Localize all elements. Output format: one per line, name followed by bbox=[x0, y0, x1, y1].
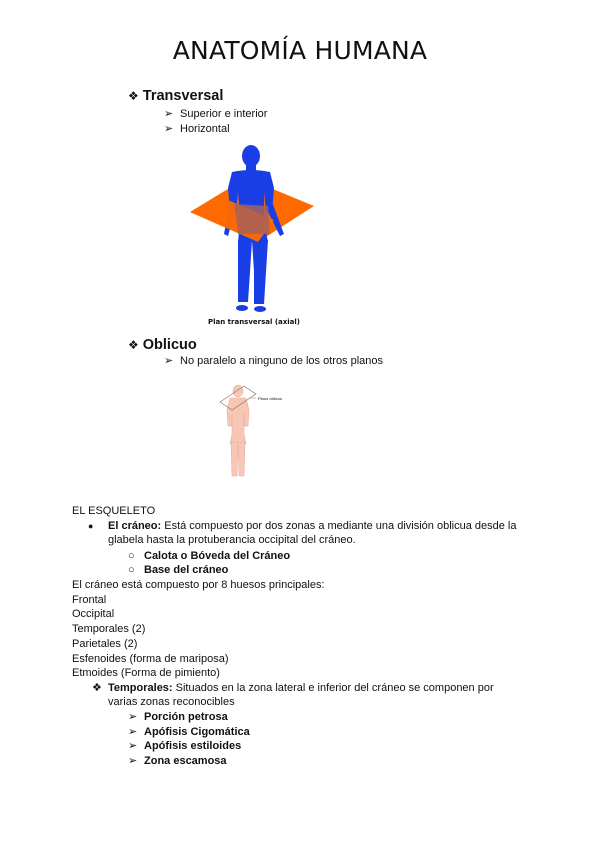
figure-caption: Plan transversal (axial) bbox=[208, 318, 300, 326]
list-item bbox=[128, 549, 290, 563]
craneo-bullet-item bbox=[88, 519, 516, 547]
bone-item: Frontal bbox=[72, 594, 107, 606]
list-item-text: Base del cráneo bbox=[144, 564, 229, 576]
bones-intro: El cráneo está compuesto por 8 huesos principales: bbox=[72, 579, 325, 591]
list-item-text: Apófisis Cigomática bbox=[144, 726, 250, 738]
oblicuo-heading-text: Oblicuo bbox=[142, 337, 197, 353]
bone-item: Temporales (2) bbox=[72, 623, 146, 635]
list-item-text: Calota o Bóveda del Cráneo bbox=[144, 550, 291, 562]
craneo-term: El cráneo: bbox=[108, 520, 162, 532]
craneo-text-line2: glabela hasta la protuberancia occipital del cráneo. bbox=[108, 534, 356, 546]
circle-bullet-icon: ○ bbox=[128, 564, 135, 576]
craneo-text-line1: Está compuesto por dos zonas a mediante una división oblicua desde la bbox=[161, 520, 517, 532]
temporales-bullet-item bbox=[92, 681, 494, 709]
list-item bbox=[128, 710, 228, 724]
arrow-bullet-icon: ➢ bbox=[164, 108, 174, 120]
section-heading-oblicuo bbox=[128, 337, 197, 353]
section-heading-esqueleto: EL ESQUELETO bbox=[72, 505, 156, 517]
diamond-bullet-icon: ❖ bbox=[92, 682, 102, 694]
list-item-text: Apófisis estiloides bbox=[144, 740, 242, 752]
temporales-text-line1: Situados en la zona lateral e inferior del cráneo se componen por bbox=[172, 682, 494, 694]
list-item-text: Porción petrosa bbox=[144, 711, 228, 723]
arrow-bullet-icon: ➢ bbox=[128, 711, 138, 723]
section-heading-transversal bbox=[128, 88, 223, 104]
circle-bullet-icon: ○ bbox=[128, 550, 135, 562]
list-item bbox=[128, 563, 228, 577]
arrow-bullet-icon: ➢ bbox=[128, 755, 138, 767]
list-item-text: Zona escamosa bbox=[144, 755, 227, 767]
arrow-bullet-icon: ➢ bbox=[128, 726, 138, 738]
arrow-bullet-icon: ➢ bbox=[164, 355, 174, 367]
list-item-text: Horizontal bbox=[180, 123, 230, 135]
transversal-heading-text: Transversal bbox=[142, 88, 224, 104]
list-item bbox=[164, 354, 383, 368]
transversal-plane-figure bbox=[188, 142, 318, 322]
skin-body-figure bbox=[227, 385, 249, 476]
diamond-bullet-icon: ❖ bbox=[128, 89, 139, 103]
bone-item: Etmoides (Forma de pimiento) bbox=[72, 667, 220, 679]
oblique-figure-label: Plano oblicuo bbox=[258, 396, 283, 401]
page-title: ANATOMÍA HUMANA bbox=[172, 36, 428, 65]
oblique-plane-figure bbox=[216, 384, 262, 480]
list-item bbox=[128, 739, 241, 753]
temporales-term: Temporales: bbox=[108, 682, 173, 694]
bone-item: Occipital bbox=[72, 608, 115, 620]
arrow-bullet-icon: ➢ bbox=[128, 740, 138, 752]
bone-item: Esfenoides (forma de mariposa) bbox=[72, 653, 229, 665]
list-item bbox=[164, 122, 230, 136]
transversal-plane-overlap bbox=[234, 204, 270, 234]
list-item-text: Superior e interior bbox=[180, 108, 268, 120]
list-item bbox=[128, 754, 227, 768]
diamond-bullet-icon: ❖ bbox=[128, 338, 139, 352]
list-item-text: No paralelo a ninguno de los otros planos bbox=[180, 355, 384, 367]
round-bullet-icon: ● bbox=[88, 521, 94, 531]
list-item bbox=[128, 725, 250, 739]
list-item bbox=[164, 107, 267, 121]
bone-item: Parietales (2) bbox=[72, 638, 138, 650]
arrow-bullet-icon: ➢ bbox=[164, 123, 174, 135]
temporales-text-line2: varias zonas reconocibles bbox=[108, 696, 235, 708]
